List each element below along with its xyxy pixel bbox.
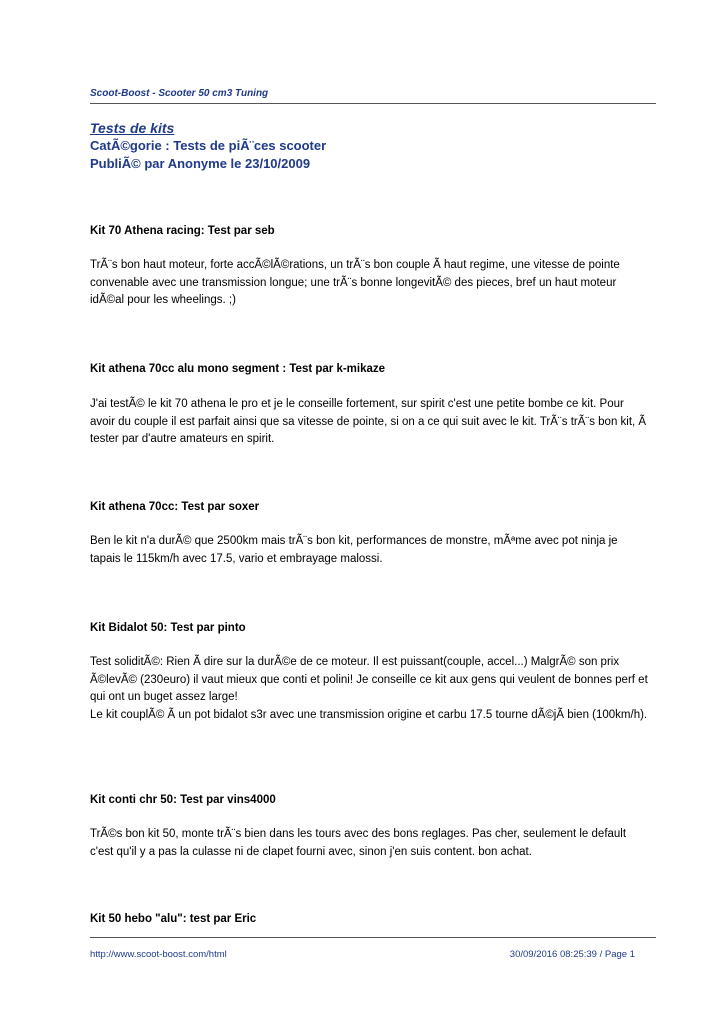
kit-heading: Kit conti chr 50: Test par vins4000 (90, 794, 276, 806)
kit-paragraph: Ben le kit n'a durÃ© que 2500km mais trÃ¨s bon kit, performances de monstre, mÃªme avec pot ninja je tapais le 115km/h avec 17.5, vario et embrayage malossi. (90, 535, 618, 565)
kit-heading: Kit 70 Athena racing: Test par seb (90, 225, 275, 237)
kit-heading: Kit 50 hebo "alu": test par Eric (90, 913, 257, 925)
header-divider (90, 103, 656, 104)
footer-divider (90, 937, 656, 938)
kit-paragraph: Le kit couplÃ© Ã un pot bidalot s3r avec une transmission origine et carbu 17.5 tourne dÃ©jÃ bien (100km/h). (90, 708, 648, 721)
kit-paragraph: TrÃ©s bon kit 50, monte trÃ¨s bien dans les tours avec des bons reglages. Pas cher, seulement le default c'est qu'il y a pas la culasse ni de clapet fourni avec, sinon j'en suis content. bon achat. (90, 828, 627, 858)
kit-body (90, 257, 650, 310)
article-category: CatÃ©gorie : Tests de piÃ¨ces scooter (90, 138, 327, 153)
kit-heading: Kit athena 70cc: Test par soxer (90, 501, 260, 513)
header-site-title: Scoot-Boost - Scooter 50 cm3 Tuning (90, 88, 269, 99)
kit-paragraph: J'ai testÃ© le kit 70 athena le pro et je le conseille fortement, sur spirit c'est une petite bombe ce kit. Pour avoir du couple il est parfait ainsi que sa vitesse de pointe, si on a ce qui suit avec le kit. TrÃ¨s trÃ¨s bon kit, Ã tester par d'autre amateurs en spirit. (90, 398, 647, 445)
article-published: PubliÃ© par Anonyme le 23/10/2009 (90, 156, 311, 171)
kit-body (90, 826, 650, 861)
footer-url[interactable]: http://www.scoot-boost.com/html (90, 949, 227, 960)
kit-paragraph: Test soliditÃ©: Rien Ã dire sur la durÃ©e de ce moteur. Il est puissant(couple, accel...) MalgrÃ© son prix Ã©levÃ© (230euro) il vaut mieux que conti et polini! Je conseille ce kit aux gens qui veulent de bonnes perf et qui ont un buget assez large! (90, 656, 648, 703)
kit-body (90, 533, 650, 568)
kit-body (90, 396, 650, 449)
kit-paragraph: TrÃ¨s bon haut moteur, forte accÃ©lÃ©rations, un trÃ¨s bon couple Ã haut regime, une vitesse de pointe convenable avec une transmission longue; une trÃ¨s bonne longevitÃ© des pieces, bref un haut moteur idÃ©al pour les wheelings. ;) (90, 259, 620, 306)
kit-heading: Kit Bidalot 50: Test par pinto (90, 622, 246, 634)
kit-body (90, 654, 650, 724)
article-title[interactable]: Tests de kits (90, 120, 175, 136)
footer-datetime-page: 30/09/2016 08:25:39 / Page 1 (509, 949, 635, 960)
kit-heading: Kit athena 70cc alu mono segment : Test par k-mikaze (90, 363, 386, 375)
